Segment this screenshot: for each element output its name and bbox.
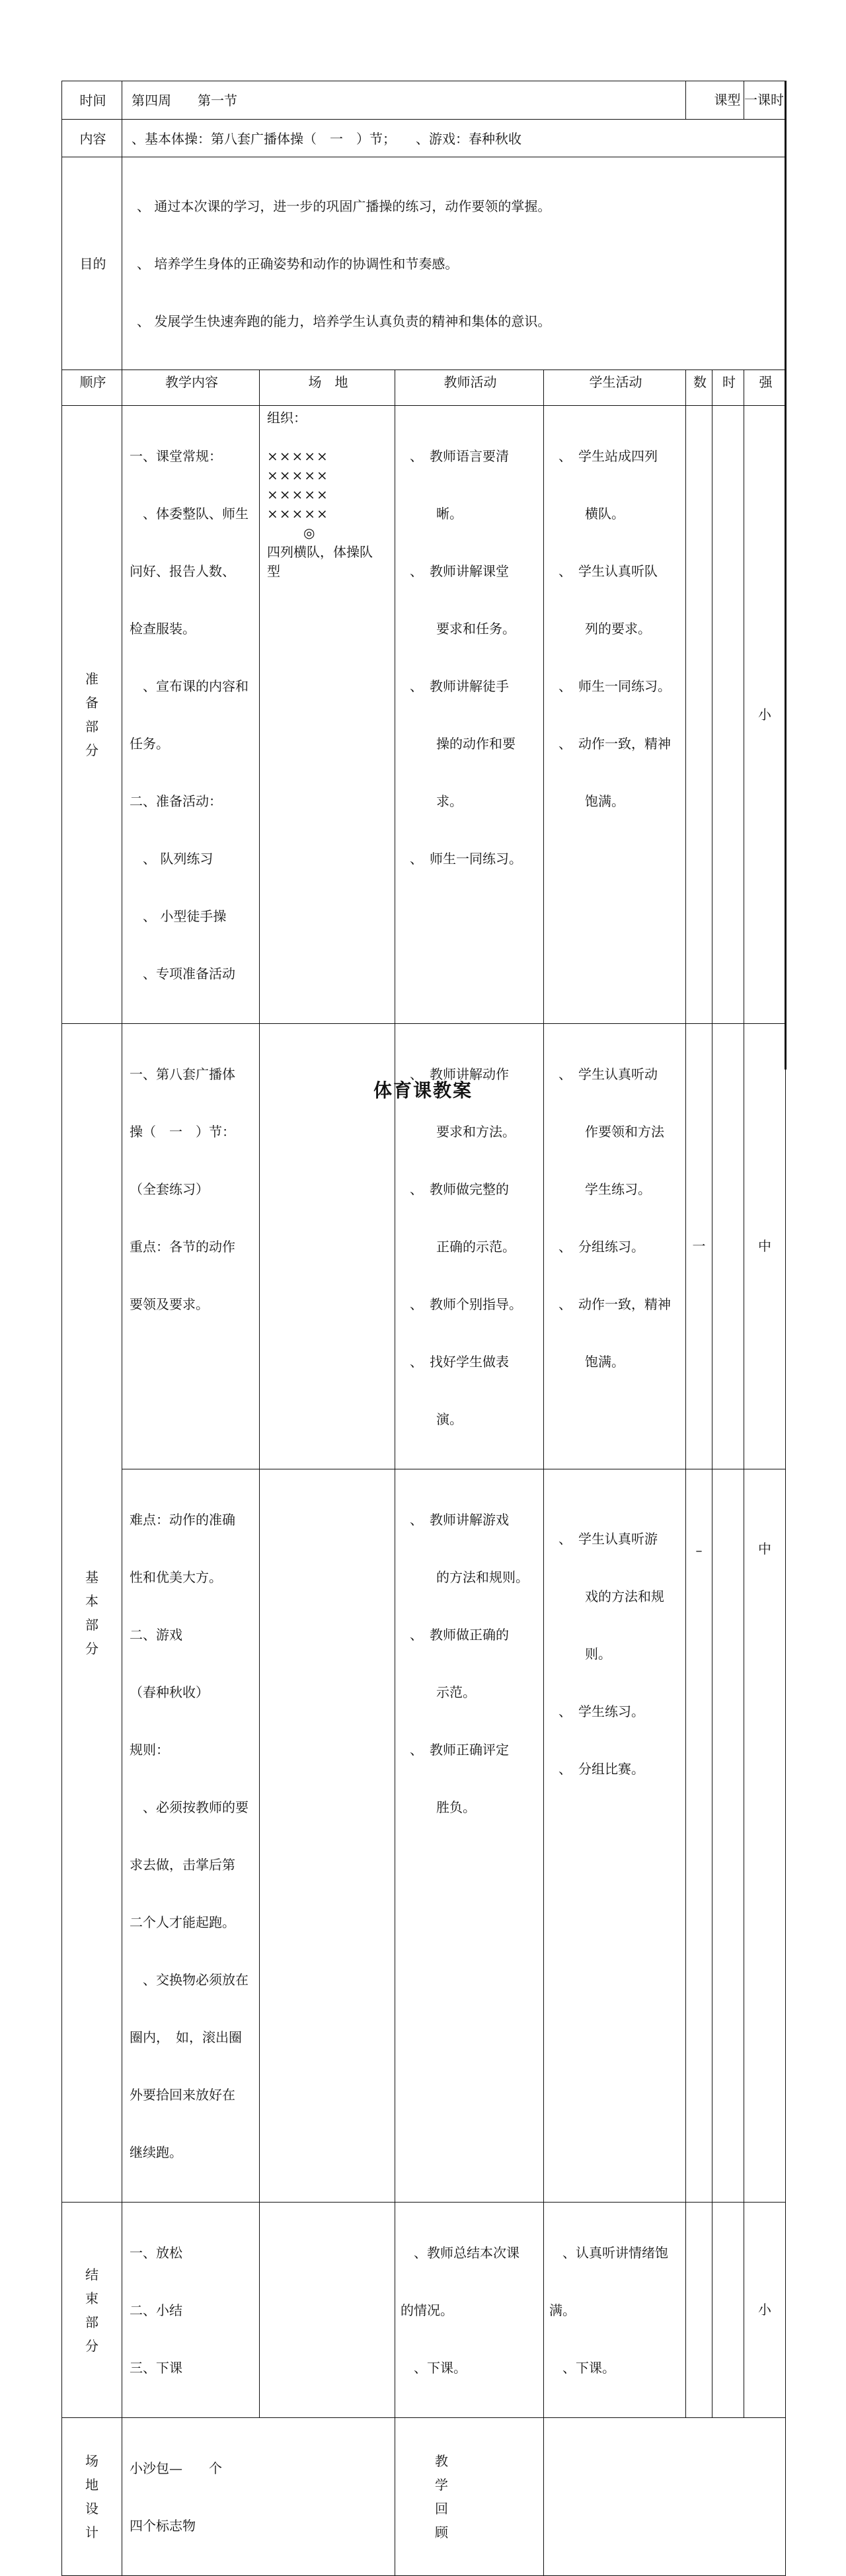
column-header-row bbox=[62, 370, 786, 406]
formation-row: ××××× bbox=[267, 448, 329, 464]
basic2-venue bbox=[260, 1469, 395, 2203]
prep-venue bbox=[260, 406, 395, 1024]
end-count bbox=[686, 2203, 712, 2418]
end-teacher: 、教师总结本次课 的情况。 、下课。 bbox=[395, 2203, 544, 2418]
prep-row bbox=[62, 406, 786, 1024]
col-venue: 场 地 bbox=[260, 370, 395, 406]
type-label: 课型 bbox=[686, 81, 744, 120]
content-value: 、基本体操：第八套广播体操（ 一 ）节； 、游戏：春种秋收 bbox=[122, 120, 786, 157]
end-intensity: 小 bbox=[744, 2203, 786, 2418]
review-content bbox=[544, 2418, 786, 2576]
prep-label: 准 备 部 分 bbox=[62, 406, 122, 1024]
end-venue bbox=[260, 2203, 395, 2418]
basic1-teacher: 、 教师讲解动作 要求和方法。 、 教师做完整的 正确的示范。 、 教师个别指导。 、 找好学生做表 演。 bbox=[395, 1024, 544, 1469]
prep-time bbox=[712, 406, 744, 1024]
basic2-count: – bbox=[686, 1469, 712, 2203]
basic1-content: 一、第八套广播体 操（ 一 ）节： （全套练习） 重点：各节的动作 要领及要求。 bbox=[122, 1024, 260, 1469]
venue-note: 四列横队，体操队 bbox=[267, 544, 373, 560]
col-time: 时 bbox=[712, 370, 744, 406]
prep-student: 、 学生站成四列 横队。 、 学生认真听队 列的要求。 、 师生一同练习。 、 动作一致，精神 饱满。 bbox=[544, 406, 686, 1024]
goal-item: 、 通过本次课的学习，进一步的巩固广播操的练习，动作要领的掌握。 bbox=[137, 198, 551, 214]
prep-count bbox=[686, 406, 712, 1024]
end-student: 、认真听讲情绪饱 满。 、下课。 bbox=[544, 2203, 686, 2418]
content-label: 内容 bbox=[62, 120, 122, 157]
basic1-student: 、 学生认真听动 作要领和方法 学生练习。 、 分组练习。 、 动作一致，精神 饱满。 bbox=[544, 1024, 686, 1469]
time-label: 时间 bbox=[62, 81, 122, 120]
basic2-content: 难点：动作的准确 性和优美大方。 二、游戏 （春种秋收） 规则： 、必须按教师的要 求去做，击掌后第 二个人才能起跑。 、交换物必须放在 圈内， 如，滚出圈 外要拾回来放好在 继续跑。 bbox=[122, 1469, 260, 2203]
col-student: 学生活动 bbox=[544, 370, 686, 406]
basic2-student: 、 学生认真听游 戏的方法和规 则。 、 学生练习。 、 分组比赛。 bbox=[544, 1469, 686, 2203]
col-teacher: 教师活动 bbox=[395, 370, 544, 406]
basic1-count: 一 bbox=[686, 1024, 712, 1469]
site-row bbox=[62, 2418, 786, 2576]
basic-label: 基 本 部 分 bbox=[62, 1024, 122, 2203]
end-row bbox=[62, 2203, 786, 2418]
lesson-plan-table bbox=[61, 81, 786, 2576]
col-intensity: 强 bbox=[744, 370, 786, 406]
formation-row: ××××× bbox=[267, 487, 329, 502]
basic1-intensity: 中 bbox=[744, 1024, 786, 1469]
goal-label: 目的 bbox=[62, 157, 122, 370]
end-content: 一、放松 二、小结 三、下课 bbox=[122, 2203, 260, 2418]
basic2-time bbox=[712, 1469, 744, 2203]
col-count: 数 bbox=[686, 370, 712, 406]
content-row bbox=[62, 120, 786, 157]
col-order: 顺序 bbox=[62, 370, 122, 406]
page-title: 体育课教案 bbox=[373, 1079, 473, 1101]
venue-title: 组织： bbox=[267, 410, 307, 426]
basic2-row bbox=[62, 1469, 786, 2203]
formation-row: ××××× bbox=[267, 467, 329, 483]
formation-row: ××××× bbox=[267, 506, 329, 522]
basic2-intensity: 中 bbox=[744, 1469, 786, 2203]
prep-content: 一、课堂常规： 、体委整队、师生 问好、报告人数、 检查服装。 、宣布课的内容和 任务。 二、准备活动： 、 队列练习 、 小型徒手操 、专项准备活动 bbox=[122, 406, 260, 1024]
site-label: 场 地 设 计 bbox=[62, 2418, 122, 2576]
col-content: 教学内容 bbox=[122, 370, 260, 406]
time-value: 第四周 第一节 bbox=[122, 81, 686, 120]
time-row bbox=[62, 81, 786, 120]
end-label: 结 束 部 分 bbox=[62, 2203, 122, 2418]
site-content: 小沙包— 个 四个标志物 bbox=[122, 2418, 395, 2576]
goal-list bbox=[122, 157, 786, 370]
type-value: 一课时 bbox=[744, 81, 786, 120]
basic2-teacher: 、 教师讲解游戏 的方法和规则。 、 教师做正确的 示范。 、 教师正确评定 胜负。 bbox=[395, 1469, 544, 2203]
prep-intensity: 小 bbox=[744, 406, 786, 1024]
teacher-position-icon: ◎ bbox=[303, 525, 315, 541]
venue-note: 型 bbox=[267, 563, 280, 579]
review-label: 教 学 回 顾 bbox=[395, 2418, 544, 2576]
goal-row bbox=[62, 157, 786, 370]
goal-item: 、 培养学生身体的正确姿势和动作的协调性和节奏感。 bbox=[137, 256, 459, 272]
prep-teacher: 、 教师语言要清 晰。 、 教师讲解课堂 要求和任务。 、 教师讲解徒手 操的动作和要 求。 、 师生一同练习。 bbox=[395, 406, 544, 1024]
goal-item: 、 发展学生快速奔跑的能力，培养学生认真负责的精神和集体的意识。 bbox=[137, 313, 551, 329]
end-time bbox=[712, 2203, 744, 2418]
